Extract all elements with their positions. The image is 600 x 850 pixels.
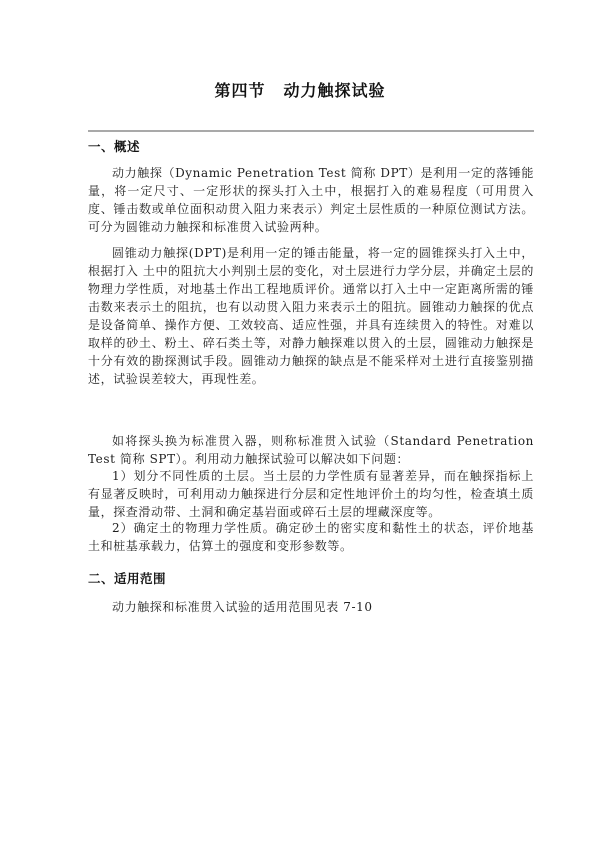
paragraph-cone-dpt: 圆锥动力触探(DPT)是利用一定的锤击能量，将一定的圆锥探头打入土中，根据打入 土中的阻抗大小判别土层的变化，对土层进行力学分层，并确定土层的物理力学性质，对地基土作出工程地质评价。通常以打入土中一定距离所需的锤击数来表示土的阻抗，也有以动贯入阻力来表示土的阻抗。圆锥动力触探的优点是设备简单、操作方便、工效较高、适应性强，并具有连续贯入的特性。对难以取样的砂土、粉土、碎石类土等，对静力触探难以贯入的土层，圆锥动力触探是十分有效的勘探测试手段。圆锥动力触探的缺点是不能采样对土进行直接鉴别描述，试验误差较大，再现性差。: [88, 246, 534, 386]
section-name: 动力触探试验: [283, 81, 386, 100]
paragraph-item-1: 1）划分不同性质的土层。当土层的力学性质有显著差异，而在触探指标上有显著反映时，可利用动力触探进行分层和定性地评价土的均匀性，检查填土质量，探查滑动带、土洞和确定基岩面或碎石土层的埋藏深度等。: [88, 469, 534, 519]
paragraph-spt: 如将探头换为标准贯入器，则称标准贯入试验（Standard Penetration Test 简称 SPT）。利用动力触探试验可以解决如下问题：: [88, 434, 534, 466]
horizontal-rule: [88, 130, 534, 132]
section-number: 第四节: [214, 81, 266, 100]
overview-heading: 一、概述: [88, 139, 141, 154]
paragraph-scope: 动力触探和标准贯入试验的适用范围见表 7-10: [112, 600, 373, 614]
paragraph-dpt-definition: 动力触探（Dynamic Penetration Test 简称 DPT）是利用一定的落锤能量，将一定尺寸、一定形状的探头打入土中，根据打入的难易程度（可用贯入度、锤击数或单位面积动贯入阻力来表示）判定土层性质的一种原位测试方法。可分为圆锥动力触探和标准贯入试验两种。: [88, 166, 534, 234]
scope-heading: 二、适用范围: [88, 571, 167, 586]
section-title: [0, 78, 600, 101]
paragraph-item-2: 2）确定土的物理力学性质。确定砂土的密实度和黏性土的状态，评价地基土和桩基承载力，估算土的强度和变形参数等。: [88, 521, 534, 553]
